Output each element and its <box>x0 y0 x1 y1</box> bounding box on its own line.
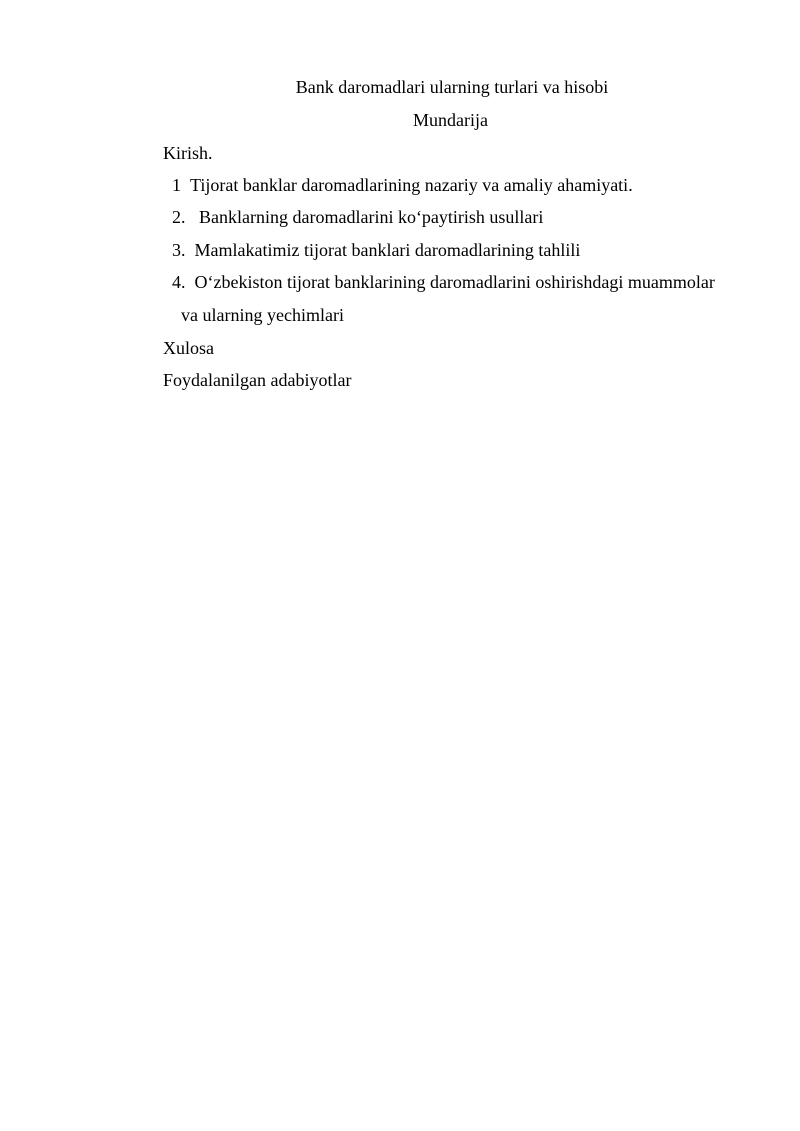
toc-item-3 <box>172 239 580 261</box>
toc-intro: Kirish. <box>163 143 213 163</box>
toc-item-1 <box>172 174 633 196</box>
toc-item-4 <box>172 271 715 293</box>
toc-conclusion: Xulosa <box>163 338 214 358</box>
toc-heading <box>413 109 488 131</box>
toc-item-2 <box>172 206 543 228</box>
toc-item-text: O‘zbekiston tijorat banklarining daromadlarini oshirishdagi muammolar <box>194 272 715 292</box>
toc-item-number: 1 <box>172 175 181 195</box>
toc-item-text: Banklarning daromadlarini ko‘paytirish usullari <box>194 207 544 227</box>
toc-item-text: Mamlakatimiz tijorat banklari daromadlarining tahlili <box>194 240 581 260</box>
toc-item-4-continuation: va ularning yechimlari <box>181 305 344 325</box>
toc-heading-text: Mundarija <box>413 110 488 130</box>
toc-item-number: 2. <box>172 207 186 227</box>
toc-references: Foydalanilgan adabiyotlar <box>163 370 352 390</box>
document-title: Bank daromadlari ularning turlari va hisobi <box>295 77 609 97</box>
toc-item-number: 4. <box>172 272 186 292</box>
toc-item-text: Tijorat banklar daromadlarining nazariy va amaliy ahamiyati. <box>190 175 633 195</box>
toc-item-number: 3. <box>172 240 186 260</box>
